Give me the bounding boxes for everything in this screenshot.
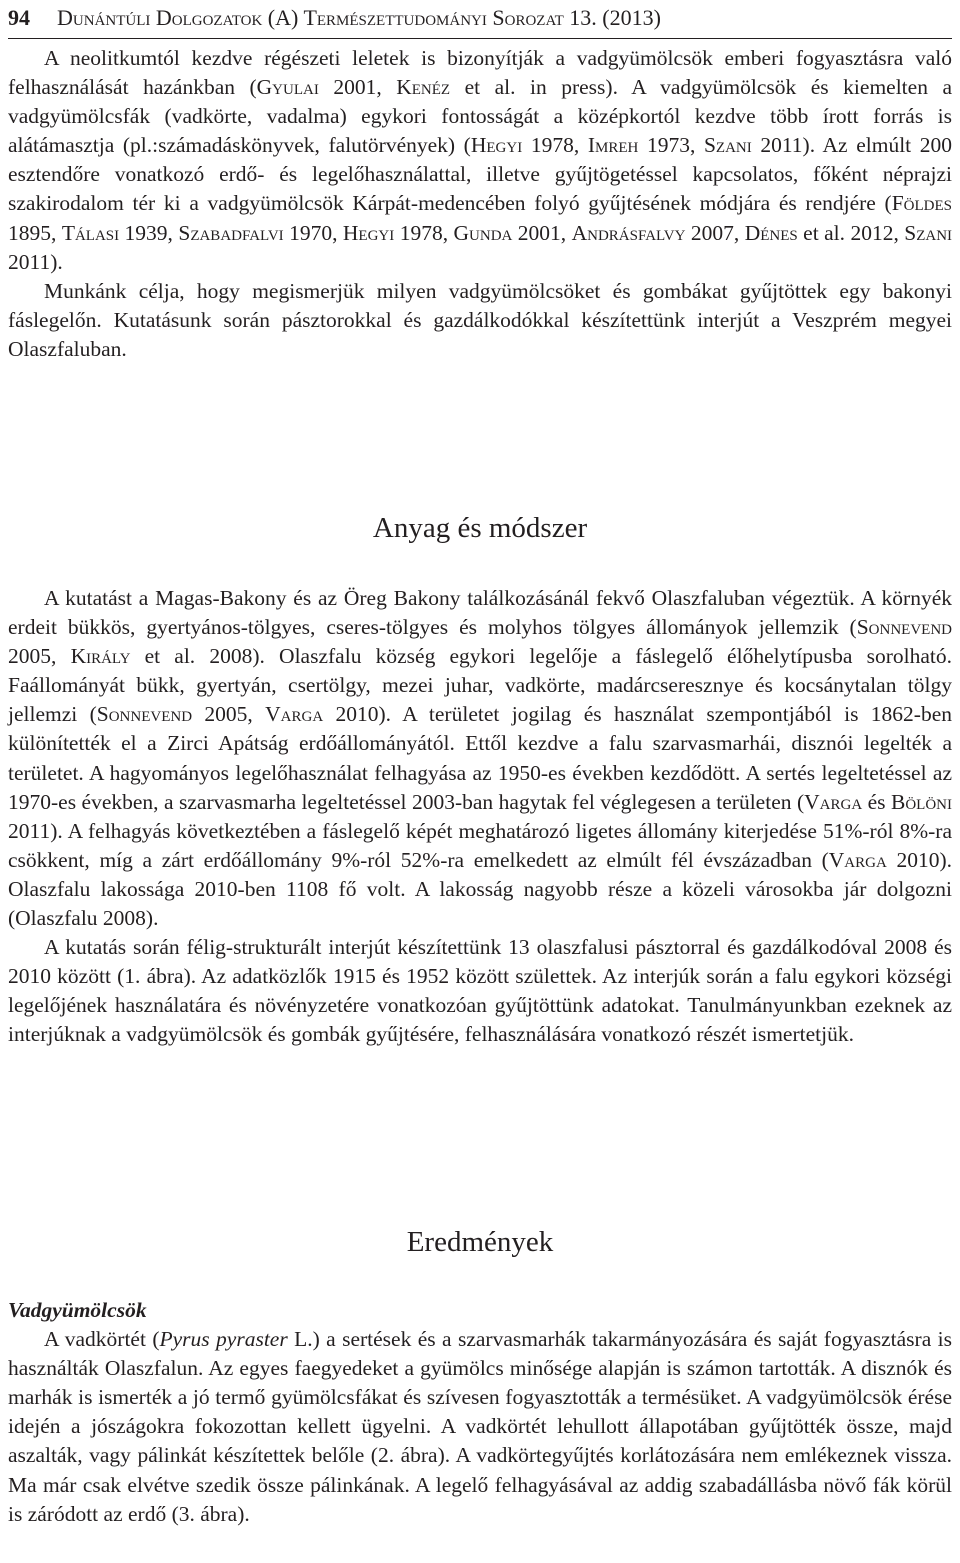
- text-run: 2010). Olaszfalu lakossága 2010-ben 1108 fő volt. A lakosság nagyobb része a közeli városokba jár dolgozni (Olaszfalu 2008).: [8, 847, 952, 931]
- running-header: [8, 4, 952, 34]
- author-citation: Kenéz: [396, 75, 451, 100]
- page-number: 94: [8, 5, 30, 30]
- results-paragraph-1: [8, 1325, 952, 1529]
- author-citation: Szabadfalvi: [178, 220, 284, 245]
- text-run: 1970,: [283, 220, 343, 245]
- text-run: et al. 2012,: [797, 220, 905, 245]
- text-run: 2010). A területet jogilag és használat szempontjából is 1862-ben különítették el a Zirci Apátság erdőállományától. Ettől kezdve a falu szarvasmarhái, disznói legelték a területet. A hagyományos legelőhasználat felhagyása az 1950-es években kezdődött. A sertés legeltetéssel az 1970-es években, a szarvasmarha legeltetéssel 2003-ban hagytak fel véglegesen a területen (: [8, 702, 953, 814]
- text-run: 1973,: [638, 133, 704, 158]
- text-run: 2005,: [192, 702, 266, 727]
- author-citation: Varga: [804, 789, 863, 814]
- intro-paragraph-2: Munkánk célja, hogy megismerjük milyen vadgyümölcsöket és gombákat gyűjtöttek egy bakonyi fáslegelőn. Kutatásunk során pásztorokkal és gazdálkodókkal készítettünk interjút a Veszprém megyei Olaszfaluban.: [8, 278, 952, 361]
- text-run: A kutatást a Magas-Bakony és az Öreg Bakony találkozásánál fekvő Olaszfaluban végeztük. A környék erdeit bükkös, gyertyános-tölgyes, cseres-tölgyes és molyhos tölgyes állományok jellemzik (: [8, 586, 952, 640]
- text-run: L.) a sertések és a szarvasmarhák takarmányozására és saját fogyasztásra is használták Olaszfalun. Az egyes faegyedeket a gyümölcs minősége alapján is számon tartották. A disznók és marhák is ismerték a jó termő gyümölcsfákat és szívesen fogyasztották a termésüket. A vadgyümölcsök érése idején a jószágokra fokozottan kellett ügyelni. A vadkörtét lehullott állapotában gyűjtötték össze, majd aszalták, vagy pálinkát készítettek belőle (2. ábra). A vadkörtegyűjtés korlátozására nem emlékeznek vissza. Ma már csak elvétve szedik össze pálinkának. A legelő felhagyásával az addig szabadállásba növő fák körül is záródott az erdő (3. ábra).: [8, 1327, 952, 1526]
- intro-section: [8, 44, 952, 364]
- text-run: A vadkörtét (: [44, 1327, 160, 1352]
- text-run: 1939,: [119, 220, 179, 245]
- author-citation: Dénes: [744, 220, 798, 245]
- author-citation: Tálasi: [61, 220, 120, 245]
- author-citation: Hegyi: [342, 220, 395, 245]
- author-citation: Király: [70, 644, 131, 669]
- text-run: et al. in press). A vadgyümölcsök és kiemelten a vadgyümölcsfák (vadkörte, vadalma) egykori fontosságát a középkortól kezdve több írott forrás is alátámasztja (pl.:számadáskönyvek, falutörvények) (: [8, 75, 952, 158]
- text-run: 1978,: [522, 133, 588, 158]
- text-run: 2011). Az elmúlt 200 esztendőre vonatkozó erdő- és legelőhasználattal, illetve gyűjtögetéssel kapcsolatos, főként néprajzi szakirodalom tér ki a vadgyümölcsök Kárpát-medencében folyó gyűjtésének módjára és rendjére (: [8, 133, 953, 216]
- intro-paragraph-1: [8, 44, 952, 277]
- author-citation: Gunda: [453, 220, 513, 245]
- author-citation: Sonnevend: [856, 615, 952, 640]
- text-run: 2001,: [318, 75, 397, 100]
- author-citation: Sonnevend: [96, 702, 193, 727]
- section-title-results: Eredmények: [406, 1226, 554, 1258]
- author-citation: Andrásfalvy: [571, 220, 686, 245]
- text-run: és: [862, 789, 891, 814]
- section-title-methods: Anyag és módszer: [372, 512, 588, 544]
- author-citation: Imreh: [587, 133, 639, 158]
- author-citation: Szani: [904, 220, 953, 245]
- text-run: et al. 2008). Olaszfalu község egykori legelője a fáslegelő élőhelytípusba sorolható. Faállományát bükk, gyertyán, csertölgy, mezei juhar, vadkörte, madárcseresznye és kocsánytalan tölgy jellemzi (: [8, 644, 953, 727]
- header-rule: [8, 38, 952, 39]
- text-run: 2001,: [512, 220, 572, 245]
- author-citation: Varga: [265, 702, 324, 727]
- results-section: [8, 1296, 952, 1529]
- text-run: 2007,: [685, 220, 745, 245]
- methods-paragraph-1: [8, 584, 952, 933]
- subheading-wild-fruits: Vadgyümölcsök: [8, 1298, 147, 1322]
- author-citation: Bölöni: [891, 789, 952, 814]
- author-citation: Szani: [703, 133, 752, 158]
- author-citation: Hegyi: [470, 133, 523, 158]
- text-run: A neolitkumtól kezdve régészeti leletek is bizonyítják a vadgyümölcsök emberi fogyasztásra való felhasználását hazánkban (: [8, 46, 952, 100]
- author-citation: Gyulai: [256, 75, 319, 100]
- text-run: 2011). A felhagyás következtében a fáslegelő képét meghatározó ligetes állomány kiterjedése 51%-ról 8%-ra csökkent, míg a zárt erdőállomány 9%-ról 52%-ra emelkedett az elmúlt fél évszázadban (: [8, 818, 952, 872]
- text-run: 1895,: [8, 220, 62, 245]
- journal-title: Dunántúli Dolgozatok (A) Természettudományi Sorozat 13. (2013): [57, 5, 661, 30]
- methods-section: [8, 584, 952, 1050]
- species-name: Pyrus pyraster: [159, 1327, 288, 1352]
- text-run: 2005,: [8, 644, 71, 669]
- text-run: 1978,: [394, 220, 454, 245]
- text-run: 2011).: [8, 249, 63, 274]
- methods-paragraph-2: A kutatás során félig-strukturált interjút készítettünk 13 olaszfalusi pásztorral és gazdálkodóval 2008 és 2010 között (1. ábra). Az adatközlők 1915 és 1952 között születtek. Az interjúk során a falu egykori községi legelőjének használatára és növényzetére vonatkozóan gyűjtöttünk adatokat. Tanulmányunkban ezeknek az interjúknak a vadgyümölcsök és gombák gyűjtésére, felhasználására vonatkozó részét ismertetjük.: [8, 935, 952, 1047]
- author-citation: Földes: [891, 191, 952, 216]
- author-citation: Varga: [828, 847, 887, 872]
